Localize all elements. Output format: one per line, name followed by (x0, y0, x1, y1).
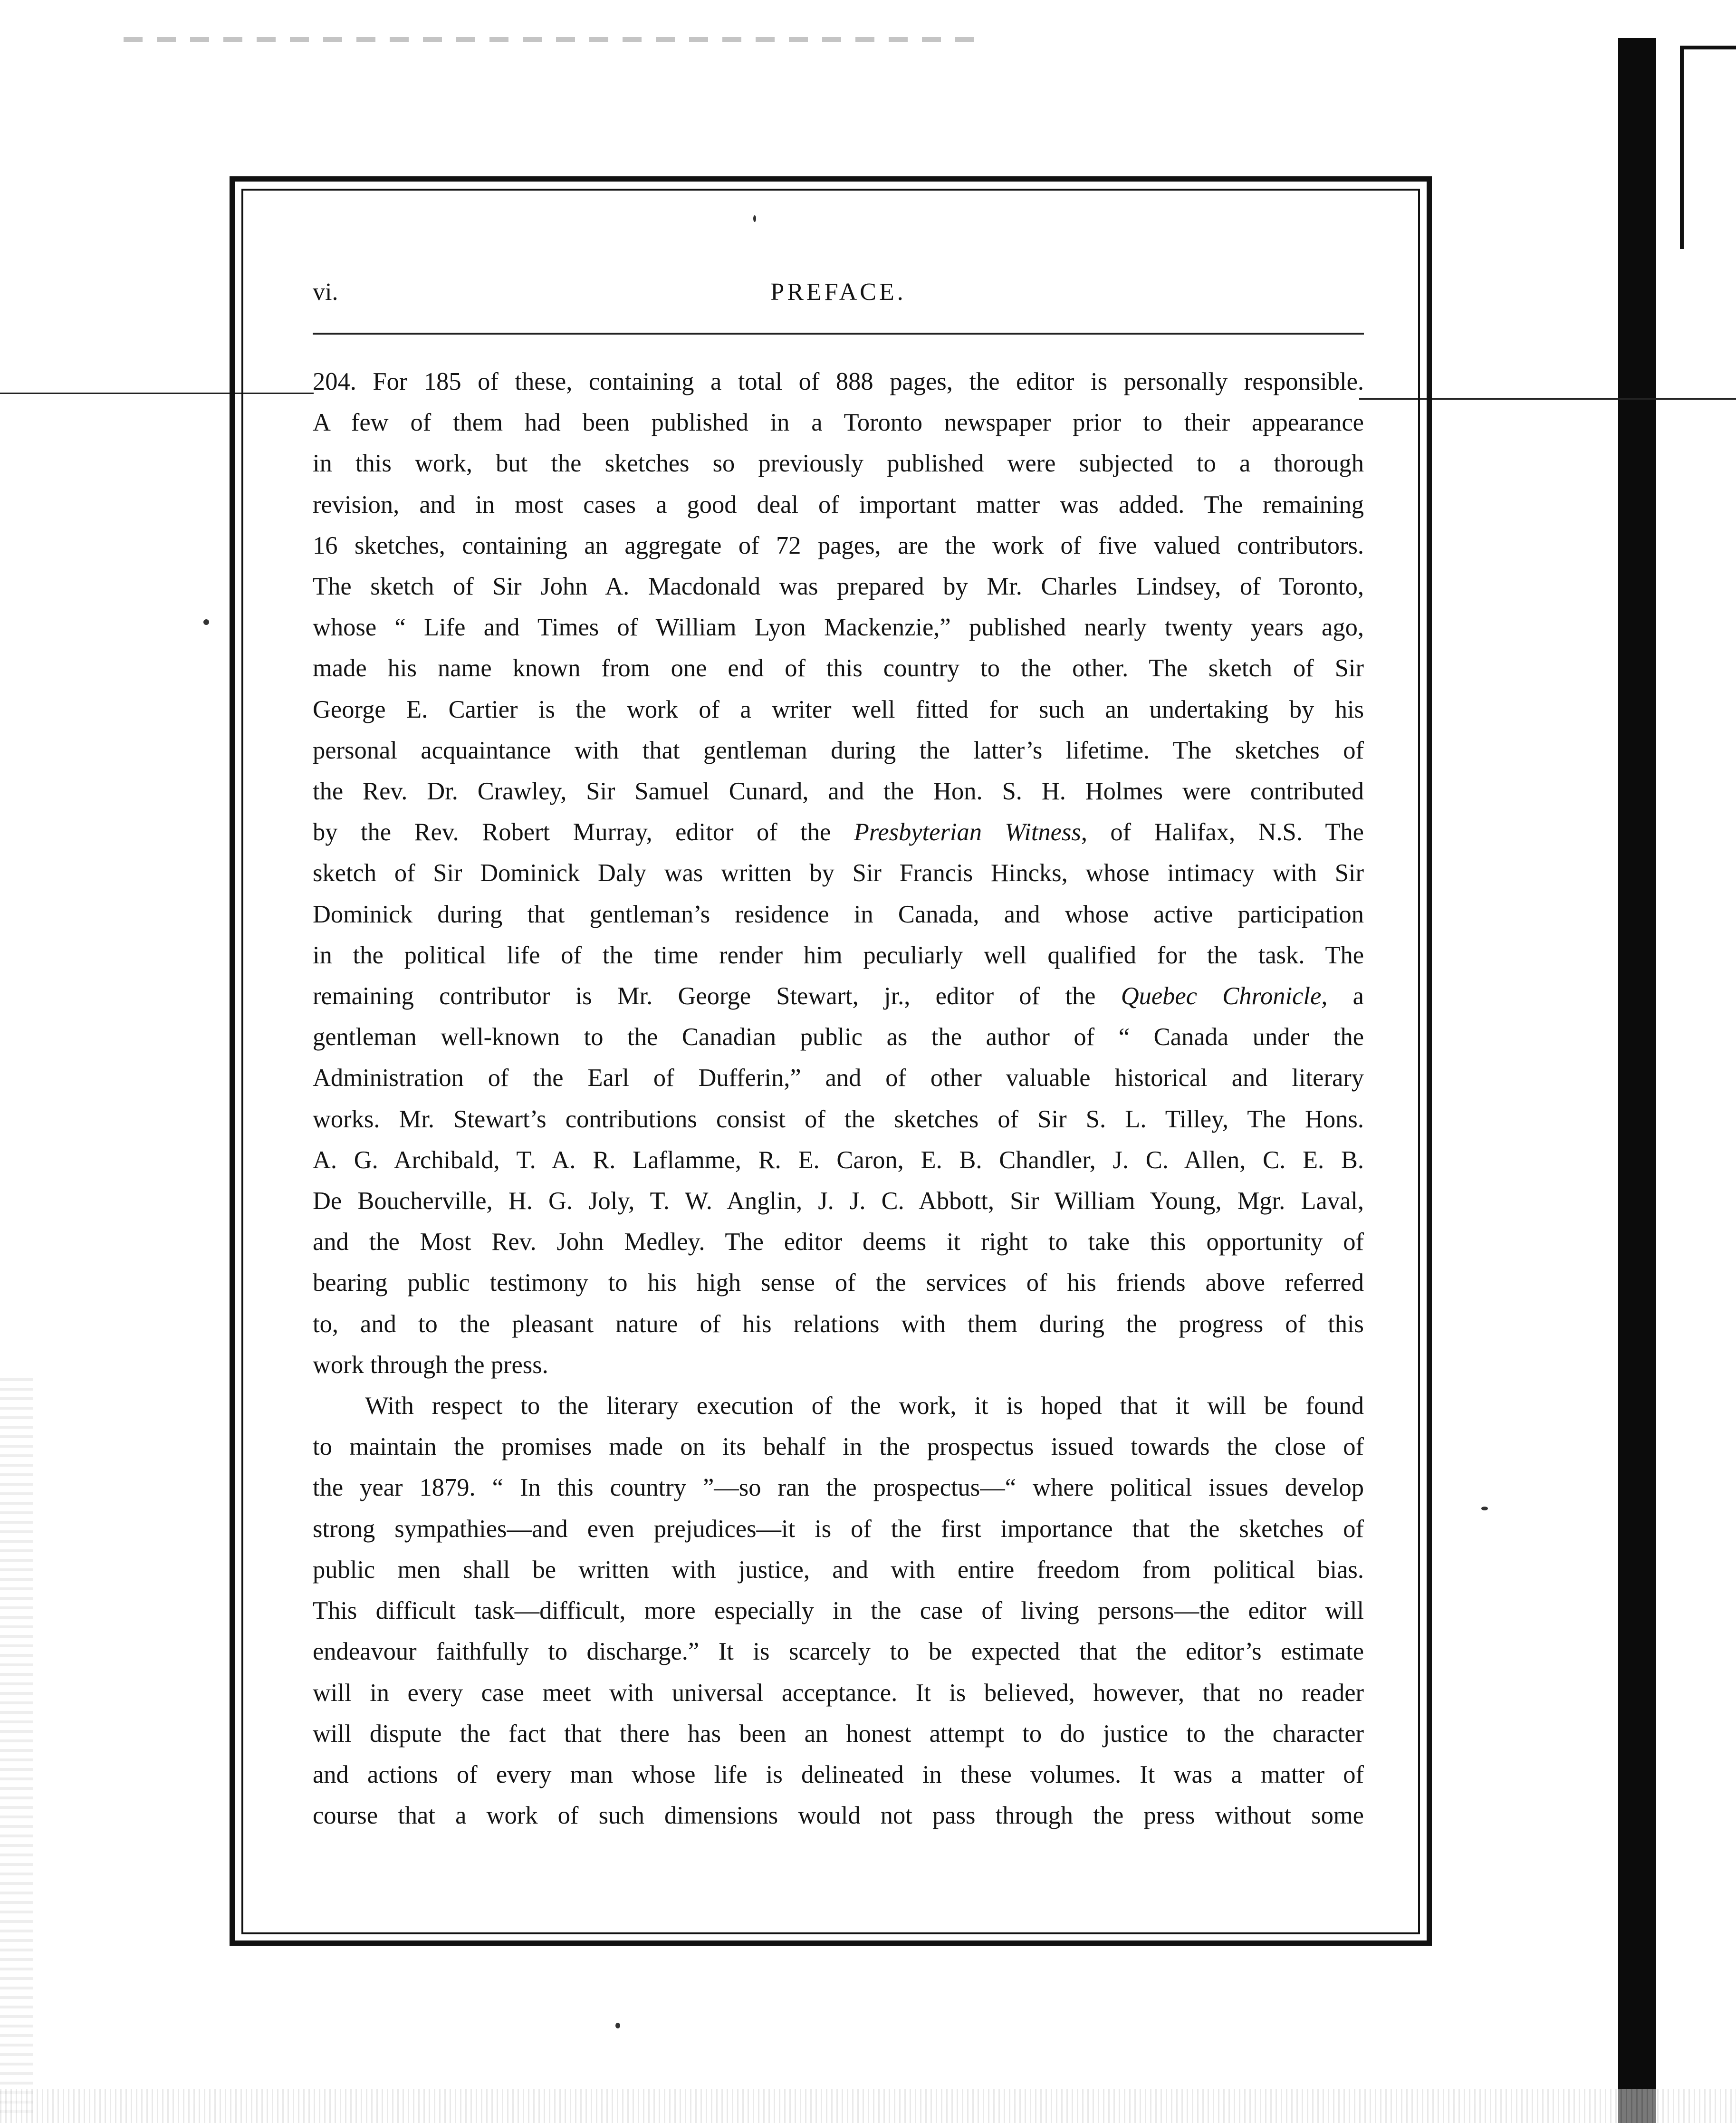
scan-speck (1481, 1507, 1488, 1510)
text-line: the year 1879. “ In this country ”—so ran the prospectus—“ where political issues develop (313, 1474, 1364, 1502)
scan-noise-top (124, 37, 979, 42)
text-line: whose “ Life and Times of William Lyon Mackenzie,” published nearly twenty years ago, (313, 614, 1364, 642)
page-number: vi. (313, 279, 338, 306)
text-line (313, 812, 1364, 853)
head-rule (313, 333, 1364, 335)
scan-noise-left (0, 1378, 33, 2120)
text-line: This difficult task—difficult, more especially in the case of living persons—the editor will (313, 1597, 1364, 1625)
text-line: work through the press. (313, 1351, 548, 1379)
text-line: The sketch of Sir John A. Macdonald was prepared by Mr. Charles Lindsey, of Toronto, (313, 573, 1364, 601)
text-line: bearing public testimony to his high sense of the services of his friends above referred (313, 1269, 1364, 1297)
text-line: and the Most Rev. John Medley. The editor deems it right to take this opportunity of (313, 1228, 1364, 1256)
text-line: George E. Cartier is the work of a writer well fitted for such an undertaking by his (313, 695, 1364, 723)
text-line: A. G. Archibald, T. A. R. Laflamme, R. E. Caron, E. B. Chandler, J. C. Allen, C. E. B. (313, 1146, 1364, 1174)
text-line: strong sympathies—and even prejudices—it is of the first importance that the sketches of (313, 1515, 1364, 1543)
text-line: public men shall be written with justice, and with entire freedom from political bias. (313, 1556, 1364, 1584)
scan-noise-bottom (0, 2089, 1736, 2123)
text-line: and actions of every man whose life is delineated in these volumes. It was a matter of (313, 1760, 1364, 1788)
text-line: to maintain the promises made on its behalf in the prospectus issued towards the close of (313, 1433, 1364, 1461)
text-line: A few of them had been published in a Toronto newspaper prior to their appearance (313, 409, 1364, 437)
text-line: in the political life of the time render him peculiarly well qualified for the task. The (313, 941, 1364, 969)
italic-title: Presbyterian Witness (854, 818, 1081, 846)
text-line: made his name known from one end of this country to the other. The sketch of Sir (313, 654, 1364, 682)
scan-speck (615, 2023, 620, 2028)
scan-speck (203, 619, 209, 625)
text-run: a (1327, 982, 1364, 1010)
text-run: by the Rev. Robert Murray, editor of the (313, 818, 854, 846)
text-line: 16 sketches, containing an aggregate of 72 pages, are the work of five valued contributors. (313, 531, 1364, 559)
body-text (313, 361, 1364, 1854)
text-run: , of Halifax, N.S. The (1081, 818, 1364, 846)
text-line: gentleman well-known to the Canadian public as the author of “ Canada under the (313, 1023, 1364, 1051)
scan-edge-bracket (1680, 46, 1736, 249)
text-line: to, and to the pleasant nature of his relations with them during the progress of this (313, 1310, 1364, 1338)
text-line: will in every case meet with universal acceptance. It is believed, however, that no reader (313, 1679, 1364, 1707)
text-line: De Boucherville, H. G. Joly, T. W. Anglin, J. J. C. Abbott, Sir William Young, Mgr. Laval, (313, 1187, 1364, 1215)
text-line: 204. For 185 of these, containing a total of 888 pages, the editor is personally responsible. (313, 368, 1364, 395)
text-line: sketch of Sir Dominick Daly was written by Sir Francis Hincks, whose intimacy with Sir (313, 859, 1364, 887)
text-line: personal acquaintance with that gentleman during the latter’s lifetime. The sketches of (313, 736, 1364, 764)
text-line: the Rev. Dr. Crawley, Sir Samuel Cunard, and the Hon. S. H. Holmes were contributed (313, 778, 1364, 806)
text-run: remaining contributor is Mr. George Stewart, jr., editor of the (313, 982, 1121, 1010)
text-line: works. Mr. Stewart’s contributions consist of the sketches of Sir S. L. Tilley, The Hons. (313, 1105, 1364, 1133)
scan-edge-bar (1618, 38, 1656, 2123)
text-line: revision, and in most cases a good deal of important matter was added. The remaining (313, 490, 1364, 519)
text-line: will dispute the fact that there has been an honest attempt to do justice to the character (313, 1720, 1364, 1748)
text-line: course that a work of such dimensions would not pass through the press without some (313, 1802, 1364, 1830)
text-line: endeavour faithfully to discharge.” It is scarcely to be expected that the editor’s estimate (313, 1638, 1364, 1666)
text-line: Administration of the Earl of Dufferin,” and of other valuable historical and literary (313, 1064, 1364, 1092)
running-title: PREFACE. (770, 279, 906, 306)
text-line (313, 976, 1364, 1017)
italic-title: Quebec Chronicle, (1121, 982, 1328, 1010)
text-line: Dominick during that gentleman’s residence in Canada, and whose active participation (313, 900, 1364, 928)
running-head (313, 273, 1364, 311)
text-line: With respect to the literary execution of the work, it is hoped that it will be found (365, 1392, 1364, 1420)
text-line: in this work, but the sketches so previously published were subjected to a thorough (313, 450, 1364, 478)
